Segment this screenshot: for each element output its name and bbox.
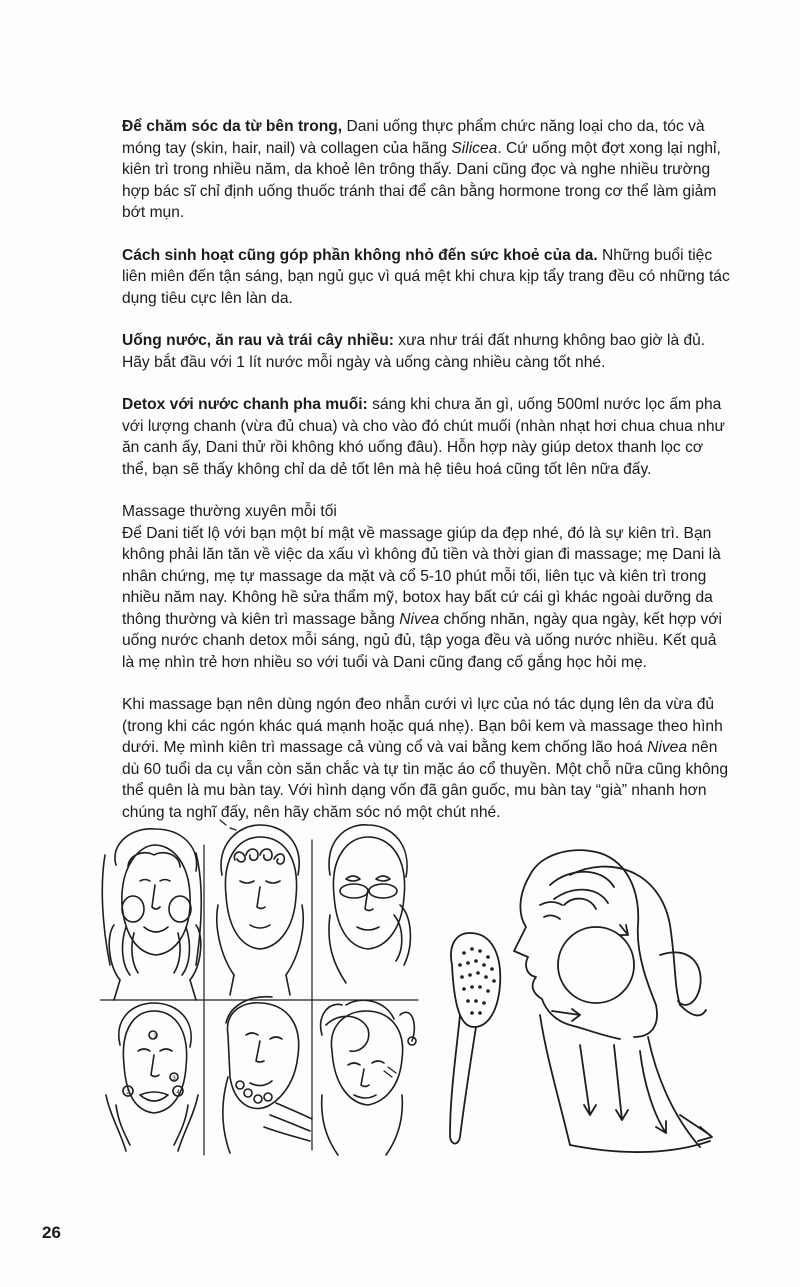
face-panel-6: [321, 1000, 416, 1155]
paragraph-text: Khi massage bạn nên dùng ngón đeo nhẫn cưới vì lực của nó tác dụng lên da vừa đủ (trong khi các ngón khác quá mạnh hoặc quá nhẹ). Bạn bôi kem và massage theo hình dưới. Mẹ mình kiên trì massage cả vùng cổ và vai bằng kem chống lão hoá: [122, 696, 723, 756]
massage-illustration-art: [100, 815, 760, 1165]
section-heading-massage: Massage thường xuyên mỗi tối: [122, 503, 337, 520]
page-number: 26: [42, 1223, 61, 1242]
paragraph-text: Dani uống thực phẩm chức năng loại cho da, tóc và móng tay (skin, hair, nail) và collagen của hãng: [122, 118, 705, 157]
paragraph-skin-care-inside: [122, 116, 732, 224]
face-panel-1: [102, 829, 201, 1000]
profile-illustration: [514, 850, 712, 1152]
paragraph-detox: [122, 394, 732, 480]
body-text: [122, 116, 732, 823]
brand-name: Nivea: [647, 739, 688, 756]
paragraph-water-fruit: [122, 330, 732, 373]
face-panel-2: [217, 825, 303, 995]
paragraph-text: chống nhăn, ngày qua ngày, kết hợp với uống nước chanh detox mỗi sáng, ngủ đủ, tập yoga đều và uống nước nhiều. Kết quả là mẹ nhìn trẻ hơn nhiều so với tuổi và Dani cũng đang cố gắng học hỏi mẹ.: [122, 610, 722, 671]
paragraph-text: Những buổi tiệc liên miên đến tận sáng, bạn ngủ gục vì quá mệt khi chưa kịp tẩy trang đều có những tác dụng tiêu cực lên làn da.: [122, 246, 730, 307]
illustration-number: 3: [172, 1076, 176, 1082]
brand-name: Silicea: [451, 139, 498, 157]
paragraph-lead: Để chăm sóc da từ bên trong,: [122, 118, 343, 135]
face-panel-3: [329, 825, 410, 983]
paragraph-text: nên dù 60 tuổi da cụ vẫn còn săn chắc và tự tin mặc áo cổ thuyền. Một chỗ nữa cũng không thể quên là mu bàn tay. Với hình dạng vốn đã gân guốc, mu bàn tay “già” nhanh hơn chúng ta nghĩ đấy, nên hãy chăm sóc nó một chút nhé.: [122, 739, 729, 821]
paragraph-lifestyle: [122, 245, 732, 310]
paragraph-text: Để Dani tiết lộ với bạn một bí mật về massage giúp da đẹp nhé, đó là sự kiên trì. Bạn không phải lăn tăn về việc da xấu vì không đủ tiền và thời gian đi massage; mẹ Dani là nhân chứng, mẹ tự massage da mặt và cổ 5-10 phút mỗi tối, liên tục và kiên trì trong nhiều năm nay. Không hề sửa thẩm mỹ, botox hay bất cứ cái gì khác ngoài dưỡng da thông thường và kiên trì massage bằng: [122, 524, 721, 628]
paragraph-massage: [122, 523, 732, 674]
face-panel-4: [106, 1003, 198, 1151]
illustration-number: 2: [126, 1090, 130, 1096]
face-panel-5: [223, 997, 312, 1153]
paragraph-text: . Cứ uống một đợt xong lại nghỉ, kiên trì trong nhiều năm, da khoẻ lên trông thấy. Dani cũng đọc và nghe nhiều trường hợp bác sĩ chỉ định uống thuốc tránh thai để cân bằng hormone trong cơ thể làm giảm bớt mụn.: [122, 139, 721, 221]
brush-illustration: [450, 933, 500, 1144]
illustration-number: 4: [176, 1090, 180, 1096]
paragraph-massage-finger: [122, 694, 732, 823]
paragraph-lead: Uống nước, ăn rau và trái cây nhiều:: [122, 332, 394, 349]
paragraph-text: xưa như trái đất nhưng không bao giờ là đủ. Hãy bắt đầu với 1 lít nước mỗi ngày và uống càng nhiều càng tốt nhé.: [122, 332, 706, 371]
brand-name: Nivea: [399, 610, 440, 628]
massage-illustrations: [100, 815, 760, 1165]
paragraph-lead: Detox với nước chanh pha muối:: [122, 396, 368, 413]
paragraph-text: sáng khi chưa ăn gì, uống 500ml nước lọc ấm pha với lượng chanh (vừa đủ chua) và cho vào đó chút muối (nhàn nhạt hơi chua chua như ăn canh ấy, Dani thử rồi không khó uống đâu). Hỗn hợp này giúp detox thanh lọc cơ thể, bạn sẽ thấy không chỉ da dẻ tốt lên mà hệ tiêu hoá cũng tốt lên nữa đấy.: [122, 396, 725, 478]
paragraph-lead: Cách sinh hoạt cũng góp phần không nhỏ đến sức khoẻ của da.: [122, 246, 598, 264]
illustration-number: 1: [153, 1034, 157, 1040]
